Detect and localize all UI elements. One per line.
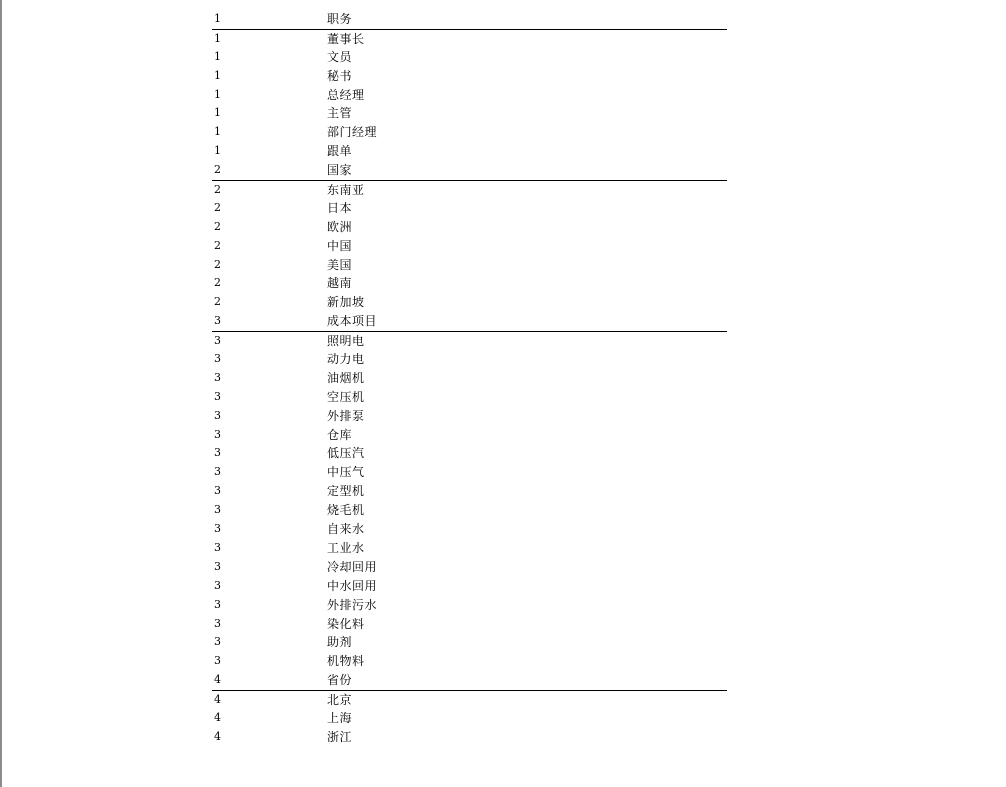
row-name: 油烟机	[327, 370, 365, 385]
report-row	[212, 67, 727, 86]
row-name: 成本项目	[327, 314, 378, 329]
report-row	[212, 482, 727, 501]
row-code: 3	[214, 654, 221, 668]
row-code: 1	[214, 106, 221, 120]
report-row	[212, 728, 727, 747]
row-name: 省份	[327, 673, 353, 688]
report-row-group-start	[212, 29, 727, 48]
row-code: 4	[214, 729, 221, 743]
row-code: 1	[214, 68, 221, 82]
row-code: 3	[214, 578, 221, 592]
report-row	[212, 596, 727, 615]
report-row	[212, 558, 727, 577]
row-name: 外排污水	[327, 597, 378, 612]
report-row	[212, 218, 727, 237]
row-name: 欧洲	[327, 219, 353, 234]
report-row	[212, 256, 727, 275]
row-code: 3	[214, 446, 221, 460]
row-name: 照明电	[327, 334, 365, 349]
row-code: 3	[214, 635, 221, 649]
row-code: 1	[214, 49, 221, 63]
report-row	[212, 350, 727, 369]
row-code: 2	[214, 257, 221, 271]
row-code: 2	[214, 219, 221, 233]
row-name: 自来水	[327, 522, 365, 537]
row-code: 2	[214, 295, 221, 309]
row-code: 2	[214, 276, 221, 290]
report-row	[212, 161, 727, 180]
row-code: 4	[214, 710, 221, 724]
row-code: 3	[214, 389, 221, 403]
row-name: 动力电	[327, 352, 365, 367]
row-name: 染化料	[327, 616, 365, 631]
row-code: 4	[214, 673, 221, 687]
row-name: 工业水	[327, 540, 365, 555]
row-name: 新加坡	[327, 295, 365, 310]
row-name: 空压机	[327, 389, 365, 404]
report-row	[212, 539, 727, 558]
row-name: 总经理	[327, 87, 365, 102]
row-code: 3	[214, 559, 221, 573]
row-code: 3	[214, 427, 221, 441]
row-name: 国家	[327, 163, 353, 178]
report-row	[212, 369, 727, 388]
report-row	[212, 123, 727, 142]
report-row	[212, 501, 727, 520]
page-left-border	[0, 0, 2, 787]
row-code: 3	[214, 597, 221, 611]
row-code: 3	[214, 616, 221, 630]
row-code: 2	[214, 163, 221, 177]
row-code: 1	[214, 31, 221, 45]
report-row	[212, 652, 727, 671]
row-name: 机物料	[327, 654, 365, 669]
row-name: 美国	[327, 257, 353, 272]
report-row	[212, 463, 727, 482]
report-row	[212, 274, 727, 293]
row-name: 中国	[327, 238, 353, 253]
row-code: 3	[214, 314, 221, 328]
row-name: 日本	[327, 200, 353, 215]
row-code: 3	[214, 370, 221, 384]
report-row	[212, 10, 727, 29]
row-code: 1	[214, 125, 221, 139]
row-name: 董事长	[327, 31, 365, 46]
row-name: 越南	[327, 276, 353, 291]
report-row	[212, 709, 727, 728]
report-row-group-start	[212, 180, 727, 199]
row-name: 冷却回用	[327, 559, 378, 574]
row-code: 2	[214, 183, 221, 197]
row-name: 外排泵	[327, 408, 365, 423]
report-row	[212, 86, 727, 105]
report-row	[212, 444, 727, 463]
report-row	[212, 312, 727, 331]
row-name: 文员	[327, 49, 353, 64]
report-list	[212, 10, 727, 747]
row-code: 3	[214, 408, 221, 422]
report-row	[212, 142, 727, 161]
report-row	[212, 520, 727, 539]
report-row-group-start	[212, 331, 727, 350]
report-row	[212, 199, 727, 218]
report-row-group-start	[212, 690, 727, 709]
row-name: 北京	[327, 693, 353, 708]
report-row	[212, 293, 727, 312]
row-name: 仓库	[327, 427, 353, 442]
report-row	[212, 426, 727, 445]
row-name: 定型机	[327, 484, 365, 499]
row-name: 职务	[327, 12, 353, 26]
row-code: 1	[214, 12, 221, 25]
row-name: 低压汽	[327, 446, 365, 461]
report-row	[212, 237, 727, 256]
row-name: 主管	[327, 106, 353, 121]
report-row	[212, 671, 727, 690]
row-code: 3	[214, 465, 221, 479]
row-code: 4	[214, 693, 221, 707]
row-code: 2	[214, 200, 221, 214]
report-row	[212, 48, 727, 67]
row-name: 中水回用	[327, 578, 378, 593]
row-code: 1	[214, 144, 221, 158]
report-row	[212, 633, 727, 652]
row-code: 3	[214, 540, 221, 554]
row-code: 3	[214, 522, 221, 536]
row-code: 3	[214, 334, 221, 348]
report-row	[212, 615, 727, 634]
row-code: 3	[214, 352, 221, 366]
row-name: 助剂	[327, 635, 353, 650]
report-row	[212, 407, 727, 426]
row-name: 部门经理	[327, 125, 378, 140]
row-name: 烧毛机	[327, 503, 365, 518]
row-name: 秘书	[327, 68, 353, 83]
row-name: 跟单	[327, 144, 353, 159]
row-name: 中压气	[327, 465, 365, 480]
report-row	[212, 577, 727, 596]
row-name: 浙江	[327, 729, 353, 744]
row-name: 东南亚	[327, 183, 365, 198]
row-code: 2	[214, 238, 221, 252]
row-name: 上海	[327, 710, 353, 725]
row-code: 3	[214, 503, 221, 517]
report-row	[212, 104, 727, 123]
report-row	[212, 388, 727, 407]
row-code: 3	[214, 484, 221, 498]
row-code: 1	[214, 87, 221, 101]
